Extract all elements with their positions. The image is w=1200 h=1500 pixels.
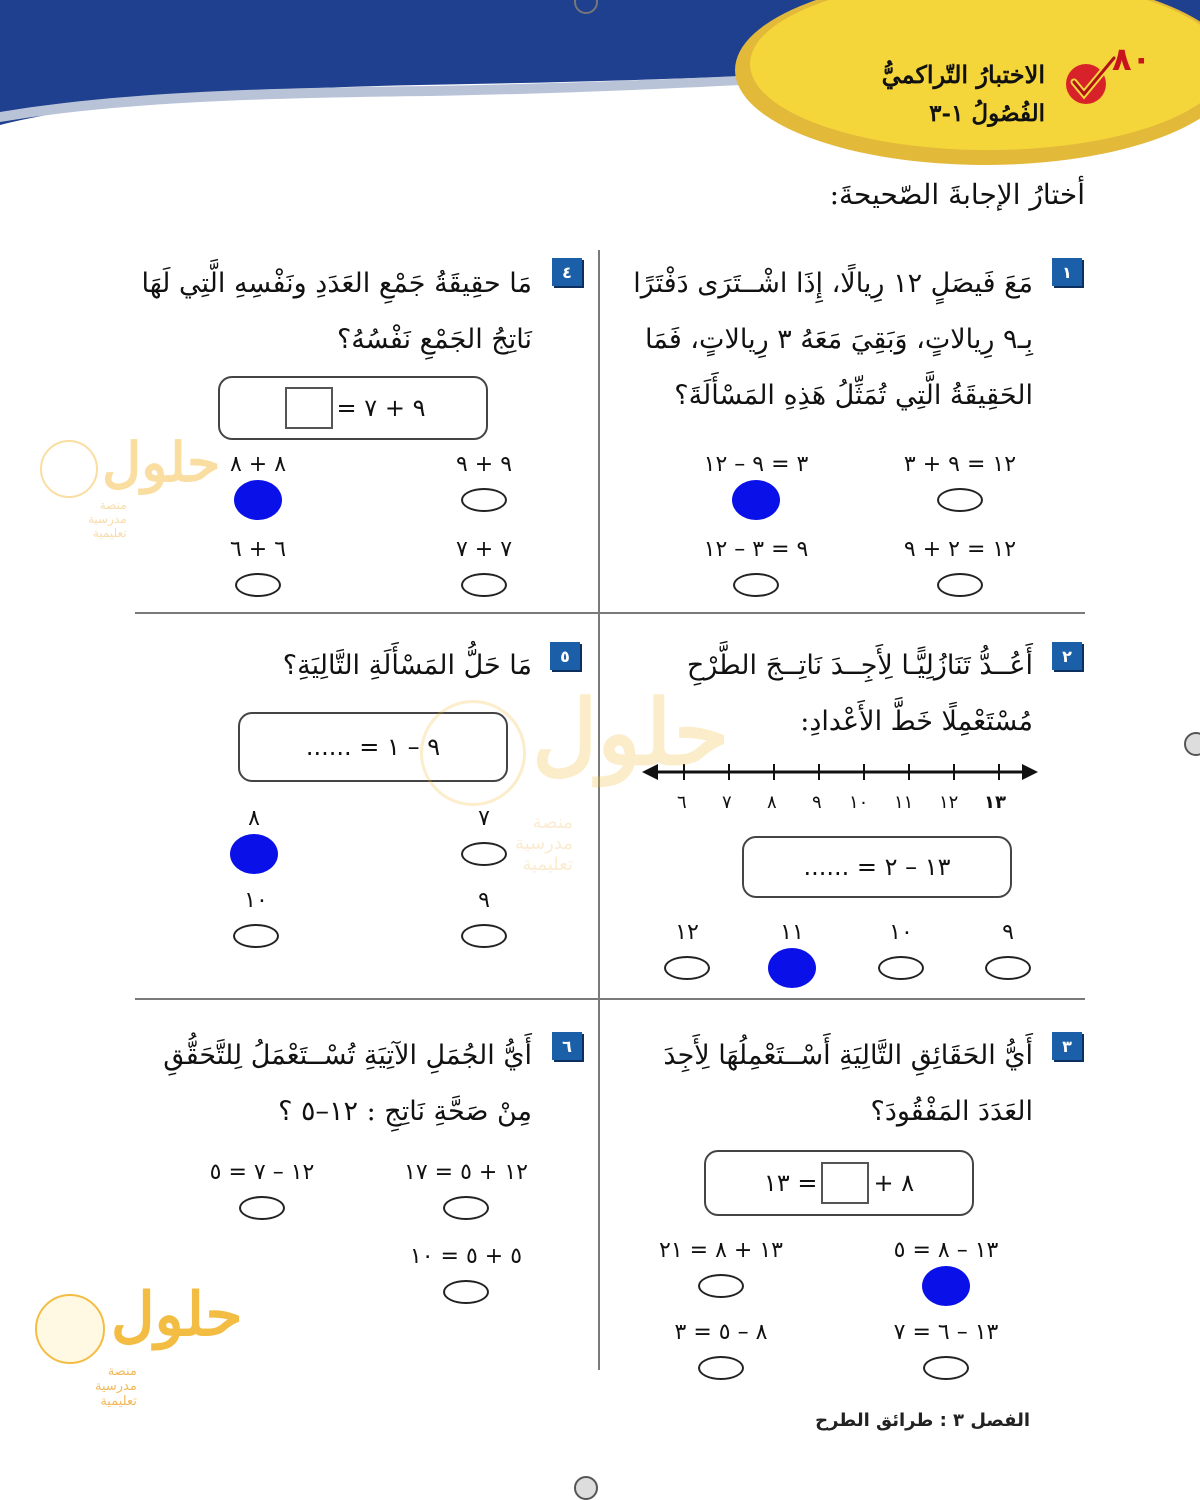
question-number-5: ٥ xyxy=(550,642,580,670)
option-label: ١٢ = ٢ + ٩ xyxy=(903,537,1017,562)
question-4-line-2: نَاتِجُ الجَمْعِ نَفْسُهُ؟ xyxy=(336,324,532,355)
answer-bubble-selected[interactable] xyxy=(234,480,282,520)
question-4-line-1: مَا حقِيقَةُ جَمْعِ العَدَدِ ونَفْسِهِ الَّتِي لَهَا xyxy=(141,268,532,299)
answer-bubble[interactable] xyxy=(461,842,507,866)
option-label: ٩ xyxy=(478,888,490,913)
q3-equation-box xyxy=(704,1150,974,1216)
option-label: ١٠ xyxy=(244,888,268,913)
answer-bubble[interactable] xyxy=(937,573,983,597)
question-1-line-3: الحَقِيقَةُ الَّتِي تُمَثِّلُ هَذِهِ المَسْأَلَةَ؟ xyxy=(674,380,1033,411)
tick-label-10: ١٠ xyxy=(849,792,869,813)
page-number: ٨٠ xyxy=(1112,40,1152,78)
option-label: ١٣ – ٨ = ٥ xyxy=(893,1238,999,1263)
book-icon xyxy=(40,440,98,498)
q2-equation-box xyxy=(742,836,1012,898)
watermark-tagline: منصة مدرسية تعليمية xyxy=(94,1364,137,1409)
question-number-6: ٦ xyxy=(552,1032,582,1060)
question-6-text xyxy=(130,1028,532,1140)
option-label: ٧ + ٧ xyxy=(455,537,513,562)
option-label: ٩ + ٩ xyxy=(455,452,513,477)
q2-option-d[interactable] xyxy=(597,918,777,980)
q3-equation-right: = ١٣ xyxy=(763,1169,818,1197)
watermark-logo: حلول xyxy=(532,680,730,786)
book-icon xyxy=(420,700,526,806)
tick-label-7: ٧ xyxy=(722,792,732,813)
watermark-tagline: منصة مدرسية تعليمية xyxy=(515,812,573,875)
q6-option-a[interactable] xyxy=(376,1158,556,1220)
q5-option-c[interactable] xyxy=(394,886,574,948)
option-label: ١٠ xyxy=(889,920,913,945)
q2-equation: ١٣ – ٢ = ...... xyxy=(803,853,951,881)
q1-option-c[interactable] xyxy=(870,535,1050,597)
tick-label-13: ١٣ xyxy=(984,792,1006,813)
option-label: ٣ = ٩ – ١٢ xyxy=(703,452,809,477)
tick-label-9: ٩ xyxy=(812,792,822,813)
answer-bubble[interactable] xyxy=(664,956,710,980)
question-1-line-2: بِـ٩ رِيالاتٍ، وَبَقِيَ مَعَهُ ٣ رِيالاتٍ، فَمَا xyxy=(644,324,1033,355)
q3-option-c[interactable] xyxy=(856,1318,1036,1380)
question-2-line-2: مُسْتَعْمِلًا خَطَّ الأَعْدادِ: xyxy=(800,706,1033,737)
q4-option-c[interactable] xyxy=(394,535,574,597)
q3-option-d[interactable] xyxy=(631,1318,811,1380)
question-number-3: ٣ xyxy=(1052,1032,1082,1060)
question-3-line-1: أَيُّ الحَقَائِقِ التَّالِيَةِ أَسْــتَعْمِلُهَا لِأَجِدَ xyxy=(663,1040,1033,1071)
question-number-2: ٢ xyxy=(1052,642,1082,670)
q3-option-b[interactable] xyxy=(631,1236,811,1298)
number-line-labels xyxy=(664,792,1024,816)
answer-bubble[interactable] xyxy=(461,573,507,597)
option-label: ٨ + ٨ xyxy=(229,452,287,477)
question-5-line-1: مَا حَلُّ المَسْأَلَةِ التَّالِيَةِ؟ xyxy=(282,650,532,681)
option-label: ١٢ xyxy=(675,920,699,945)
answer-bubble[interactable] xyxy=(239,1196,285,1220)
answer-bubble[interactable] xyxy=(733,573,779,597)
answer-bubble[interactable] xyxy=(698,1274,744,1298)
answer-bubble-selected[interactable] xyxy=(922,1266,970,1306)
option-label: ٥ + ٥ = ١٠ xyxy=(409,1244,523,1269)
answer-bubble-selected[interactable] xyxy=(230,834,278,874)
q1-option-b[interactable] xyxy=(666,450,846,520)
answer-bubble[interactable] xyxy=(235,573,281,597)
header-subtitle: الفُصُولُ ١-٣ xyxy=(929,100,1045,127)
watermark-logo: حلول xyxy=(102,430,221,494)
q5-option-b[interactable] xyxy=(164,804,344,874)
option-label: ٨ xyxy=(248,806,260,831)
registration-mark-right xyxy=(1184,732,1200,756)
question-4-text xyxy=(130,256,532,368)
q4-equation-box xyxy=(218,376,488,440)
question-2-line-1: أَعُــدُّ تَنَازُلِيًّـا لِأَجِــدَ نَاتِــجَ الطَّرْحِ xyxy=(686,650,1033,681)
option-label: ١٢ – ٧ = ٥ xyxy=(209,1160,315,1185)
option-label: ٨ – ٥ = ٣ xyxy=(674,1320,768,1345)
q3-equation-left: ٨ + xyxy=(873,1169,915,1197)
tick-label-12: ١٢ xyxy=(939,792,959,813)
header-title: الاختبارُ التّراكميُّ xyxy=(881,60,1045,89)
option-label: ٧ xyxy=(478,806,490,831)
column-divider xyxy=(598,250,600,1370)
question-3-line-2: العَدَدَ المَفْقُودَ؟ xyxy=(870,1096,1033,1127)
question-number-4: ٤ xyxy=(552,258,582,286)
q5-option-d[interactable] xyxy=(166,886,346,948)
tick-label-11: ١١ xyxy=(894,792,914,813)
answer-bubble[interactable] xyxy=(985,956,1031,980)
tick-label-8: ٨ xyxy=(767,792,777,813)
watermark-tagline: منصة مدرسية تعليمية xyxy=(88,498,127,540)
answer-bubble[interactable] xyxy=(923,1356,969,1380)
q4-option-a[interactable] xyxy=(394,450,574,512)
question-3-text xyxy=(605,1028,1033,1140)
q1-option-a[interactable] xyxy=(870,450,1050,512)
option-label: ١٢ = ٩ + ٣ xyxy=(903,452,1017,477)
answer-blank-box[interactable] xyxy=(821,1162,869,1204)
book-icon xyxy=(35,1294,105,1364)
option-label: ٩ xyxy=(1002,920,1014,945)
row-divider-1 xyxy=(135,612,1085,614)
q5-equation: ٩ – ١ = ...... xyxy=(305,733,441,761)
option-label: ١٣ – ٦ = ٧ xyxy=(893,1320,999,1345)
option-label: ٦ + ٦ xyxy=(229,537,287,562)
footer-chapter: الفصل ٣ : طرائق الطرح xyxy=(815,1410,1030,1431)
instruction: أختارُ الإجابةَ الصّحيحةَ: xyxy=(829,178,1085,211)
answer-blank-box[interactable] xyxy=(285,387,333,429)
answer-bubble[interactable] xyxy=(233,924,279,948)
option-label: ١٢ + ٥ = ١٧ xyxy=(404,1160,528,1185)
answer-bubble[interactable] xyxy=(461,924,507,948)
q6-option-b[interactable] xyxy=(172,1158,352,1220)
question-6-line-2: مِنْ صَحَّةِ نَاتِجِ : ١٢–٥ ؟ xyxy=(278,1096,532,1127)
question-1-text xyxy=(605,256,1033,424)
answer-bubble[interactable] xyxy=(698,1356,744,1380)
answer-bubble[interactable] xyxy=(443,1280,489,1304)
question-number-1: ١ xyxy=(1052,258,1082,286)
answer-bubble[interactable] xyxy=(878,956,924,980)
option-label: ١٣ + ٨ = ٢١ xyxy=(659,1238,783,1263)
watermark-logo: حلول xyxy=(111,1280,243,1350)
q4-equation: ٩ + ٧ = xyxy=(336,394,426,422)
option-label: ١١ xyxy=(780,920,804,945)
row-divider-2 xyxy=(135,998,1085,1000)
answer-bubble[interactable] xyxy=(443,1196,489,1220)
question-5-text xyxy=(130,638,532,694)
answer-bubble-selected[interactable] xyxy=(732,480,780,520)
q1-option-d[interactable] xyxy=(666,535,846,597)
q6-option-c[interactable] xyxy=(376,1242,556,1304)
option-label: ٩ = ٣ – ١٢ xyxy=(703,537,809,562)
tick-label-6: ٦ xyxy=(677,792,687,813)
answer-bubble[interactable] xyxy=(461,488,507,512)
registration-mark-bottom xyxy=(574,1476,598,1500)
answer-bubble[interactable] xyxy=(937,488,983,512)
question-6-line-1: أَيُّ الجُمَلِ الآتِيَةِ تُسْــتَعْمَلُ لِلتَّحَقُّقِ xyxy=(163,1040,532,1071)
question-1-line-1: مَعَ فَيصَلٍ ١٢ رِيالًا، إِذَا اشْــتَرَى دَفْتَرًا xyxy=(633,268,1033,299)
q4-option-d[interactable] xyxy=(168,535,348,597)
q3-option-a[interactable] xyxy=(856,1236,1036,1306)
